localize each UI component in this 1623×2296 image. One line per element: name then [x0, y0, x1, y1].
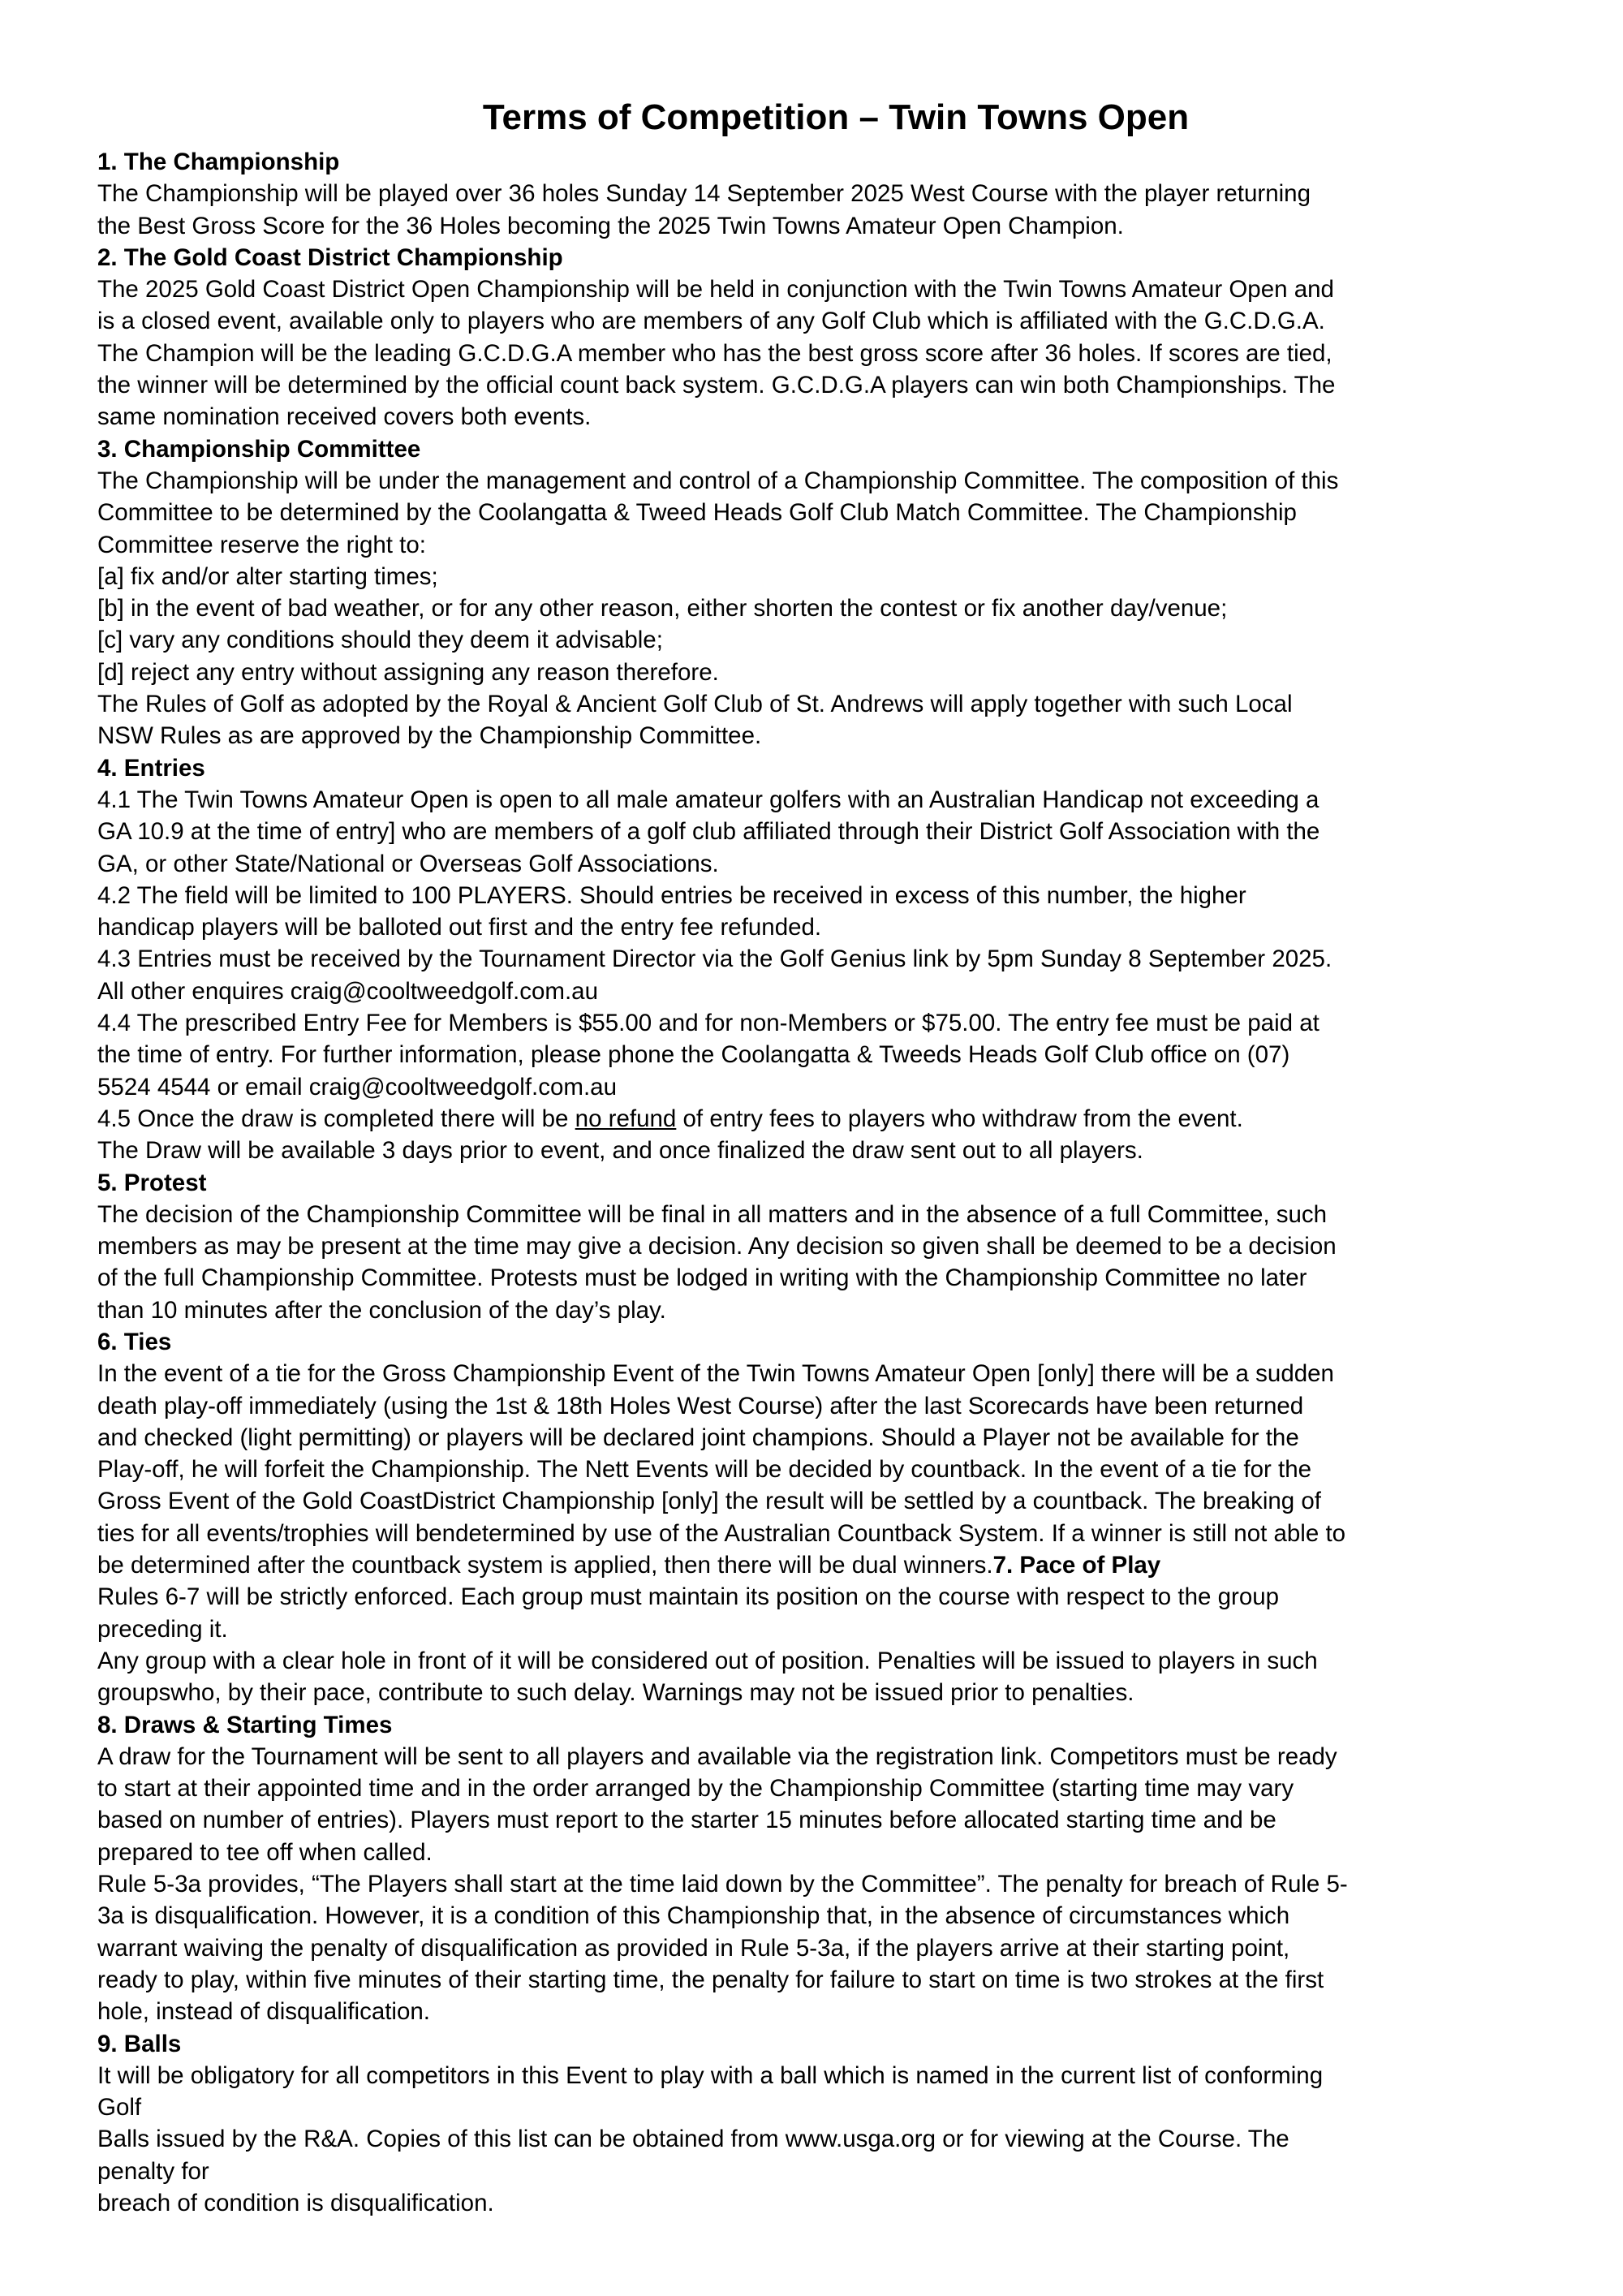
- paragraph-line: Gross Event of the Gold CoastDistrict Championship [only] the result will be settled by a countback. The breaking of: [97, 1488, 1321, 1515]
- section-draws-starting-times: [97, 1709, 1550, 2028]
- paragraph-line: The Rules of Golf as adopted by the Royal & Ancient Golf Club of St. Andrews will apply together with such Local: [97, 691, 1293, 718]
- paragraph-line: Rules 6-7 will be strictly enforced. Each group must maintain its position on the course with respect to the group: [97, 1583, 1280, 1611]
- paragraph-line: prepared to tee off when called.: [97, 1838, 433, 1866]
- section-ties: [97, 1326, 1550, 1581]
- paragraph-line: is a closed event, available only to players who are members of any Golf Club which is affiliated with the G.C.D.G.A.: [97, 308, 1325, 335]
- paragraph-line: 3a is disqualification. However, it is a condition of this Championship that, in the absence of circumstances which: [97, 1902, 1290, 1930]
- paragraph-line: the Best Gross Score for the 36 Holes becoming the 2025 Twin Towns Amateur Open Champion.: [97, 212, 1124, 239]
- refund-text-before: 4.5 Once the draw is completed there will be: [97, 1105, 575, 1132]
- paragraph-line: A draw for the Tournament will be sent to all players and available via the registration link. Competitors must be ready: [97, 1742, 1337, 1770]
- section-championship-committee: [97, 433, 1550, 752]
- paragraph-line-with-inline-heading: [97, 1549, 1550, 1581]
- paragraph-line: 4.3 Entries must be received by the Tournament Director via the Golf Genius link by 5pm Sunday 8 September 2025.: [97, 946, 1332, 973]
- paragraph-line: The Championship will be played over 36 holes Sunday 14 September 2025 West Course with the player returning: [97, 180, 1311, 208]
- paragraph-line: It will be obligatory for all competitors in this Event to play with a ball which is named in the current list of conforming: [97, 2061, 1324, 2089]
- paragraph-line: NSW Rules as are approved by the Championship Committee.: [97, 722, 762, 750]
- paragraph-line: The 2025 Gold Coast District Open Championship will be held in conjunction with the Twin Towns Amateur Open and: [97, 276, 1334, 304]
- list-item: [c] vary any conditions should they deem it advisable;: [97, 627, 663, 654]
- section-pace-of-play: [97, 1581, 1550, 1708]
- paragraph-line: and checked (light permitting) or players will be declared joint champions. Should a Player not be available for the: [97, 1424, 1299, 1451]
- paragraph-line: preceding it.: [97, 1615, 228, 1643]
- section-entries: [97, 752, 1550, 1167]
- paragraph-line: penalty for: [97, 2157, 209, 2185]
- paragraph-line: handicap players will be balloted out first and the entry fee refunded.: [97, 914, 822, 941]
- paragraph-line: of the full Championship Committee. Protests must be lodged in writing with the Championship Committee no later: [97, 1264, 1307, 1292]
- refund-text-after: of entry fees to players who withdraw from the event.: [676, 1105, 1243, 1132]
- paragraph-line: ties for all events/trophies will bendetermined by use of the Australian Countback System. If a winner is still not able to: [97, 1519, 1346, 1547]
- paragraph-line: based on number of entries). Players must report to the starter 15 minutes before allocated starting time and be: [97, 1807, 1276, 1834]
- paragraph-line: 4.2 The field will be limited to 100 PLAYERS. Should entries be received in excess of this number, the higher: [97, 881, 1246, 909]
- no-refund-emphasis: no refund: [575, 1105, 677, 1132]
- paragraph-line: hole, instead of disqualification.: [97, 1998, 430, 2026]
- paragraph-line: All other enquires craig@cooltweedgolf.com.au: [97, 977, 598, 1005]
- document-title: Terms of Competition – Twin Towns Open: [482, 97, 1190, 137]
- paragraph-line: the time of entry. For further information, please phone the Coolangatta & Tweeds Heads Golf Club office on (07): [97, 1041, 1290, 1069]
- section-heading: 1. The Championship: [97, 149, 340, 175]
- paragraph-line: warrant waiving the penalty of disqualification as provided in Rule 5-3a, if the players arrive at their starting point,: [97, 1934, 1290, 1962]
- paragraph-line: The Champion will be the leading G.C.D.G.A member who has the best gross score after 36 holes. If scores are tied,: [97, 339, 1332, 367]
- paragraph-line: 4.4 The prescribed Entry Fee for Members is $55.00 and for non-Members or $75.00. The entry fee must be paid at: [97, 1010, 1319, 1037]
- paragraph-line: 5524 4544 or email craig@cooltweedgolf.com.au: [97, 1073, 617, 1101]
- paragraph-line: Committee reserve the right to:: [97, 531, 426, 558]
- paragraph-line: members as may be present at the time may give a decision. Any decision so given shall be deemed to be a decision: [97, 1233, 1337, 1260]
- section-heading: 5. Protest: [97, 1169, 207, 1196]
- section-gold-coast-district: [97, 242, 1550, 433]
- paragraph-line: Balls issued by the R&A. Copies of this list can be obtained from www.usga.org or for viewing at the Course. The: [97, 2126, 1289, 2153]
- paragraph-line: Play-off, he will forfeit the Championship. The Nett Events will be decided by countback. In the event of a tie for the: [97, 1456, 1312, 1484]
- paragraph-line: same nomination received covers both events.: [97, 403, 592, 431]
- paragraph-line: breach of condition is disqualification.: [97, 2190, 494, 2216]
- paragraph-line: ready to play, within five minutes of their starting time, the penalty for failure to start on time is two strokes at the first: [97, 1966, 1324, 1993]
- paragraph-line: The Championship will be under the management and control of a Championship Committee. The composition of this: [97, 467, 1339, 494]
- list-item: [d] reject any entry without assigning any reason therefore.: [97, 658, 719, 686]
- paragraph-line: Any group with a clear hole in front of it will be considered out of position. Penalties will be issued to players in such: [97, 1647, 1318, 1674]
- paragraph-line: In the event of a tie for the Gross Championship Event of the Twin Towns Amateur Open [only] there will be a sudden: [97, 1360, 1334, 1388]
- paragraph-line: Rule 5-3a provides, “The Players shall start at the time laid down by the Committee”. The penalty for breach of Rule 5-: [97, 1871, 1348, 1898]
- section-protest: [97, 1167, 1550, 1326]
- paragraph-line: The decision of the Championship Committee will be final in all matters and in the absence of a full Committee, such: [97, 1200, 1328, 1228]
- section-heading: 3. Championship Committee: [97, 435, 421, 463]
- list-item: [b] in the event of bad weather, or for any other reason, either shorten the contest or fix another day/venue;: [97, 595, 1228, 622]
- paragraph-line: than 10 minutes after the conclusion of the day’s play.: [97, 1296, 666, 1324]
- paragraph-line: death play-off immediately (using the 1st & 18th Holes West Course) after the last Scorecards have been returned: [97, 1392, 1304, 1419]
- paragraph-line: to start at their appointed time and in the order arranged by the Championship Committee (starting time may vary: [97, 1775, 1294, 1803]
- paragraph-line: GA, or other State/National or Overseas Golf Associations.: [97, 850, 719, 877]
- paragraph-line: the winner will be determined by the official count back system. G.C.D.G.A players can win both Championships. The: [97, 372, 1336, 399]
- section-heading-pace-of-play: 7. Pace of Play: [992, 1552, 1161, 1579]
- paragraph-line: 4.1 The Twin Towns Amateur Open is open to all male amateur golfers with an Australian Handicap not exceeding a: [97, 786, 1319, 813]
- section-heading: 6. Ties: [97, 1328, 172, 1355]
- paragraph-line: Golf: [97, 2094, 142, 2122]
- document-page: [97, 96, 1550, 2219]
- section-heading: 4. Entries: [97, 754, 205, 782]
- paragraph-line: GA 10.9 at the time of entry] who are members of a golf club affiliated through their District Golf Association with the: [97, 818, 1320, 846]
- section-balls: [97, 2028, 1550, 2220]
- ties-tail-text: be determined after the countback system is applied, then there will be dual winners.: [97, 1552, 993, 1579]
- section-championship: [97, 146, 1550, 242]
- section-heading: 2. The Gold Coast District Championship: [97, 243, 563, 271]
- paragraph-line: groupswho, by their pace, contribute to such delay. Warnings may not be issued prior to penalties.: [97, 1679, 1134, 1707]
- paragraph-line: The Draw will be available 3 days prior to event, and once finalized the draw sent out to all players.: [97, 1137, 1143, 1165]
- section-heading: 8. Draws & Starting Times: [97, 1711, 393, 1738]
- section-heading: 9. Balls: [97, 2030, 182, 2057]
- refund-line: [97, 1103, 1550, 1135]
- document-body: [97, 146, 1550, 2219]
- list-item: [a] fix and/or alter starting times;: [97, 562, 438, 590]
- paragraph-line: Committee to be determined by the Coolangatta & Tweed Heads Golf Club Match Committee. The Championship: [97, 499, 1297, 527]
